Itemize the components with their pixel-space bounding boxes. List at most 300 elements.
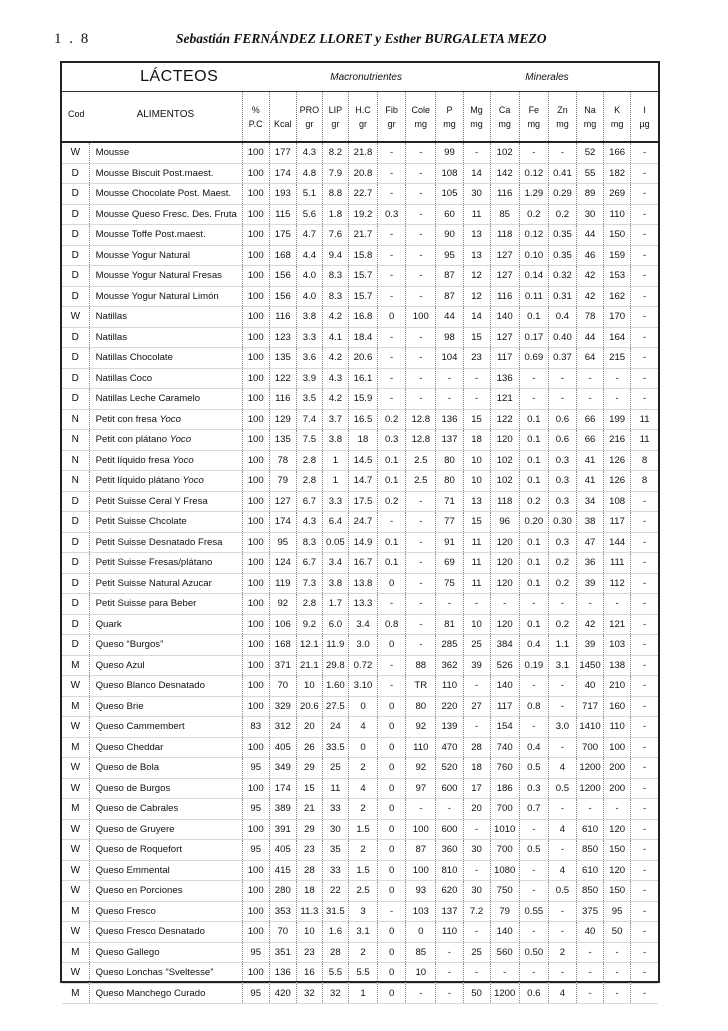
cell-fib: 0 (378, 983, 406, 1004)
cell-zn: 0.2 (548, 573, 576, 594)
cell-pro: 32 (296, 983, 322, 1004)
column-unit: mg (470, 118, 483, 129)
cell-p: 139 (436, 717, 463, 738)
cell-p: 600 (436, 778, 463, 799)
cell-ca: 79 (490, 901, 519, 922)
cell-mg: 12 (463, 286, 490, 307)
food-name: Petit Suisse para Beber (95, 598, 197, 610)
food-name: Queso en Porciones (95, 885, 183, 897)
cell-i: - (631, 676, 658, 697)
cell-hc: 15.7 (348, 286, 377, 307)
cell-pro: 3.6 (296, 348, 322, 369)
cell-ca: 127 (490, 245, 519, 266)
cell-ca: 120 (490, 430, 519, 451)
cell-kcal: 127 (269, 491, 296, 512)
cell-cole: 92 (406, 758, 436, 779)
cell-fib: - (378, 368, 406, 389)
cell-p: 60 (436, 204, 463, 225)
table-row (62, 450, 658, 471)
cell-zn: - (548, 922, 576, 943)
cell-cod: D (62, 573, 89, 594)
category-title: LÁCTEOS (62, 63, 296, 92)
cell-lip: 33 (322, 799, 348, 820)
column-header-i (631, 92, 658, 143)
cell-na: 36 (577, 553, 604, 574)
cell-kcal: 405 (269, 840, 296, 861)
cell-mg: 15 (463, 327, 490, 348)
cell-hc: 14.5 (348, 450, 377, 471)
cell-hc: 16.7 (348, 553, 377, 574)
cell-i: 8 (631, 471, 658, 492)
cell-fib: 0.3 (378, 204, 406, 225)
cell-ca: 102 (490, 471, 519, 492)
food-name: Queso Fresco Desnatado (95, 926, 205, 938)
cell-lip: 33.5 (322, 737, 348, 758)
food-name: Petit con fresa (95, 413, 160, 425)
cell-lip: 0.05 (322, 532, 348, 553)
cell-kcal: 391 (269, 819, 296, 840)
cell-i: - (631, 963, 658, 984)
cell-fe: 0.11 (519, 286, 548, 307)
cell-pro: 21.1 (296, 655, 322, 676)
table-row (62, 225, 658, 246)
cell-hc: 5.5 (348, 963, 377, 984)
cell-p: - (436, 983, 463, 1004)
cell-cole: - (406, 389, 436, 410)
cell-lip: 29.8 (322, 655, 348, 676)
cell-hc: 3 (348, 901, 377, 922)
cell-mg: 11 (463, 204, 490, 225)
cell-cole: - (406, 348, 436, 369)
food-brand: Yoco (172, 454, 194, 466)
cell-zn: 0.5 (548, 881, 576, 902)
cell-pc: 100 (242, 553, 269, 574)
cell-mg: - (463, 819, 490, 840)
cell-fe: 0.1 (519, 471, 548, 492)
food-name: Mousse Toffe Post.maest. (95, 229, 206, 241)
cell-fe: - (519, 963, 548, 984)
cell-cole: - (406, 635, 436, 656)
cell-k: 100 (604, 737, 631, 758)
food-name: Queso de Gruyere (95, 823, 175, 835)
cell-hc: 24.7 (348, 512, 377, 533)
cell-cole: - (406, 614, 436, 635)
food-name: Petit Suisse Fresas/plátano (95, 557, 213, 569)
column-unit: P.C (248, 118, 263, 129)
cell-kcal: 174 (269, 163, 296, 184)
cell-hc: 4 (348, 717, 377, 738)
cell-cole: 85 (406, 942, 436, 963)
page-header (54, 27, 674, 51)
cell-cod: M (62, 942, 89, 963)
cell-i: - (631, 245, 658, 266)
cell-zn: 0.30 (548, 512, 576, 533)
cell-cod: W (62, 142, 89, 163)
cell-pro: 4.4 (296, 245, 322, 266)
cell-lip: 3.8 (322, 573, 348, 594)
cell-k: 126 (604, 471, 631, 492)
cell-i: - (631, 348, 658, 369)
cell-cole: 100 (406, 307, 436, 328)
cell-p: 99 (436, 142, 463, 163)
cell-i: - (631, 594, 658, 615)
cell-hc: 3.10 (348, 676, 377, 697)
cell-pro: 12.1 (296, 635, 322, 656)
cell-hc: 21.7 (348, 225, 377, 246)
cell-mg: 10 (463, 450, 490, 471)
cell-ca: 384 (490, 635, 519, 656)
cell-pc: 100 (242, 409, 269, 430)
cell-na: 66 (577, 409, 604, 430)
cell-pc: 100 (242, 184, 269, 205)
table-row (62, 142, 658, 163)
cell-zn: 0.3 (548, 471, 576, 492)
cell-p: 69 (436, 553, 463, 574)
cell-mg: 13 (463, 225, 490, 246)
cell-mg: 15 (463, 512, 490, 533)
cell-ca: 740 (490, 737, 519, 758)
cell-hc: 16.5 (348, 409, 377, 430)
food-name: Queso de Bola (95, 762, 160, 774)
cell-zn: 0.32 (548, 266, 576, 287)
cell-kcal: 351 (269, 942, 296, 963)
table-row (62, 573, 658, 594)
cell-cod: W (62, 307, 89, 328)
cell-food-name (89, 594, 242, 615)
cell-lip: 4.1 (322, 327, 348, 348)
cell-fe: 0.5 (519, 758, 548, 779)
table-row (62, 778, 658, 799)
cell-p: 108 (436, 163, 463, 184)
cell-mg: 27 (463, 696, 490, 717)
cell-na: 610 (577, 860, 604, 881)
table-row (62, 409, 658, 430)
cell-fib: 0 (378, 819, 406, 840)
cell-i: - (631, 286, 658, 307)
cell-ca: 120 (490, 573, 519, 594)
cell-hc: 17.5 (348, 491, 377, 512)
cell-lip: 7.9 (322, 163, 348, 184)
cell-ca: 1200 (490, 983, 519, 1004)
cell-p: 600 (436, 819, 463, 840)
cell-pro: 18 (296, 881, 322, 902)
cell-zn: 0.37 (548, 348, 576, 369)
cell-fe: 0.2 (519, 204, 548, 225)
cell-cod: M (62, 901, 89, 922)
cell-cod: D (62, 368, 89, 389)
cell-k: 110 (604, 717, 631, 738)
cell-p: 98 (436, 327, 463, 348)
cell-i: - (631, 881, 658, 902)
cell-lip: 8.3 (322, 266, 348, 287)
table-row (62, 963, 658, 984)
cell-p: 80 (436, 471, 463, 492)
cell-k: 95 (604, 901, 631, 922)
cell-mg: 17 (463, 778, 490, 799)
cell-zn: 0.40 (548, 327, 576, 348)
cell-i: - (631, 819, 658, 840)
cell-k: 170 (604, 307, 631, 328)
cell-i: - (631, 758, 658, 779)
cell-cod: W (62, 963, 89, 984)
food-name: Queso Lonchas “Sveltesse” (95, 967, 214, 979)
cell-cod: W (62, 860, 89, 881)
cell-na: - (577, 942, 604, 963)
cell-ca: 700 (490, 799, 519, 820)
cell-i: - (631, 942, 658, 963)
column-label: Cole (411, 104, 431, 115)
cell-food-name (89, 286, 242, 307)
cell-i: - (631, 573, 658, 594)
column-unit: mg (583, 118, 597, 129)
column-label: I (643, 104, 646, 115)
cell-pro: 4.8 (296, 163, 322, 184)
cell-food-name (89, 225, 242, 246)
column-header-ca (490, 92, 519, 143)
column-label: P (446, 104, 453, 115)
food-name: Mousse (95, 147, 130, 159)
cell-lip: 31.5 (322, 901, 348, 922)
cell-kcal: 156 (269, 266, 296, 287)
food-name: Natillas (95, 331, 128, 343)
cell-fe: 0.50 (519, 942, 548, 963)
cell-k: 117 (604, 512, 631, 533)
cell-mg: 13 (463, 245, 490, 266)
cell-k: 160 (604, 696, 631, 717)
cell-kcal: 312 (269, 717, 296, 738)
column-header-pro (296, 92, 322, 143)
cell-ca: 700 (490, 840, 519, 861)
cell-lip: 3.3 (322, 491, 348, 512)
cell-lip: 22 (322, 881, 348, 902)
cell-i: - (631, 491, 658, 512)
cell-fib: 0.1 (378, 532, 406, 553)
cell-lip: 4.2 (322, 389, 348, 410)
cell-k: 166 (604, 142, 631, 163)
cell-kcal: 156 (269, 286, 296, 307)
cell-hc: 1.5 (348, 860, 377, 881)
food-name: Petit Suisse Desnatado Fresa (95, 536, 223, 548)
food-name: Natillas Coco (95, 372, 153, 384)
table-row (62, 819, 658, 840)
cell-food-name (89, 942, 242, 963)
column-header-k (604, 92, 631, 143)
table-row (62, 758, 658, 779)
cell-fib: 0.1 (378, 471, 406, 492)
cell-kcal: 116 (269, 389, 296, 410)
cell-i: - (631, 163, 658, 184)
cell-i: - (631, 922, 658, 943)
cell-k: 210 (604, 676, 631, 697)
cell-mg: 28 (463, 737, 490, 758)
cell-food-name (89, 142, 242, 163)
cell-hc: 15.9 (348, 389, 377, 410)
table-row (62, 840, 658, 861)
cell-pc: 100 (242, 286, 269, 307)
cell-fe: - (519, 922, 548, 943)
cell-mg: 18 (463, 430, 490, 451)
cell-cole: - (406, 204, 436, 225)
cell-na: 1410 (577, 717, 604, 738)
column-label: Fib (385, 104, 398, 115)
food-name: Petit líquido fresa (95, 454, 173, 466)
table-row (62, 512, 658, 533)
cell-i: - (631, 901, 658, 922)
cell-zn: 0.5 (548, 778, 576, 799)
cell-pro: 28 (296, 860, 322, 881)
cell-na: 34 (577, 491, 604, 512)
cell-cole: - (406, 553, 436, 574)
cell-cole: - (406, 266, 436, 287)
cell-ca: 560 (490, 942, 519, 963)
cell-food-name (89, 512, 242, 533)
column-header-zn (548, 92, 576, 143)
cell-pro: 6.7 (296, 491, 322, 512)
cell-kcal: 353 (269, 901, 296, 922)
cell-kcal: 280 (269, 881, 296, 902)
cell-fe: 0.1 (519, 553, 548, 574)
cell-zn: 0.3 (548, 450, 576, 471)
food-name: Natillas (95, 311, 128, 323)
table-row (62, 327, 658, 348)
cell-pc: 95 (242, 799, 269, 820)
cell-kcal: 174 (269, 778, 296, 799)
table-row (62, 594, 658, 615)
cell-lip: 1 (322, 450, 348, 471)
cell-fe: 0.14 (519, 266, 548, 287)
cell-i: - (631, 266, 658, 287)
cell-mg: 11 (463, 553, 490, 574)
cell-pro: 4.3 (296, 512, 322, 533)
cell-fe: 0.4 (519, 737, 548, 758)
column-header-na (577, 92, 604, 143)
food-name: Queso “Burgos” (95, 639, 164, 651)
cell-na: 40 (577, 676, 604, 697)
cell-fe: 0.8 (519, 696, 548, 717)
cell-fib: - (378, 266, 406, 287)
cell-food-name (89, 327, 242, 348)
cell-na: - (577, 963, 604, 984)
cell-fib: 0 (378, 307, 406, 328)
cell-hc: 14.9 (348, 532, 377, 553)
cell-kcal: 123 (269, 327, 296, 348)
cell-fib: - (378, 286, 406, 307)
cell-cod: D (62, 389, 89, 410)
cell-p: - (436, 963, 463, 984)
cell-fe: - (519, 717, 548, 738)
cell-pro: 10 (296, 922, 322, 943)
cell-kcal: 116 (269, 307, 296, 328)
cell-food-name (89, 881, 242, 902)
column-label: Zn (557, 104, 568, 115)
column-header-lip (322, 92, 348, 143)
cell-cod: N (62, 450, 89, 471)
cell-k: 121 (604, 614, 631, 635)
cell-food-name (89, 163, 242, 184)
column-label: % (251, 104, 260, 115)
cell-cole: 103 (406, 901, 436, 922)
column-unit: mg (414, 118, 428, 129)
cell-fib: 0.3 (378, 430, 406, 451)
cell-zn: 3.0 (548, 717, 576, 738)
cell-kcal: 135 (269, 348, 296, 369)
cell-kcal: 175 (269, 225, 296, 246)
cell-cole: - (406, 225, 436, 246)
cell-hc: 18 (348, 430, 377, 451)
cell-food-name (89, 676, 242, 697)
cell-na: 42 (577, 266, 604, 287)
cell-pc: 100 (242, 225, 269, 246)
cell-pc: 100 (242, 901, 269, 922)
cell-pro: 23 (296, 840, 322, 861)
cell-cod: M (62, 696, 89, 717)
cell-pro: 20.6 (296, 696, 322, 717)
cell-zn: 4 (548, 758, 576, 779)
cell-mg: - (463, 142, 490, 163)
cell-kcal: 329 (269, 696, 296, 717)
cell-food-name (89, 307, 242, 328)
cell-p: 71 (436, 491, 463, 512)
cell-p: 470 (436, 737, 463, 758)
cell-mg: 25 (463, 635, 490, 656)
cell-lip: 24 (322, 717, 348, 738)
cell-cod: W (62, 840, 89, 861)
cell-cod: W (62, 717, 89, 738)
table-row (62, 676, 658, 697)
food-name: Natillas Leche Caramelo (95, 393, 201, 405)
table-row (62, 286, 658, 307)
food-name: Petit Suisse Ceral Y Fresa (95, 495, 208, 507)
food-brand: Yoco (169, 434, 192, 446)
cell-fe: - (519, 368, 548, 389)
cell-food-name (89, 573, 242, 594)
food-name: Petit Suisse Natural Azucar (95, 577, 212, 589)
cell-fe: 0.19 (519, 655, 548, 676)
cell-i: - (631, 778, 658, 799)
cell-hc: 22.7 (348, 184, 377, 205)
cell-cod: D (62, 491, 89, 512)
food-name: Quark (95, 618, 122, 630)
cell-zn: - (548, 840, 576, 861)
cell-na: - (577, 594, 604, 615)
cell-hc: 1.5 (348, 819, 377, 840)
cell-na: 46 (577, 245, 604, 266)
cell-fe: 0.6 (519, 983, 548, 1004)
cell-na: 66 (577, 430, 604, 451)
cell-k: 162 (604, 286, 631, 307)
cell-cole: 93 (406, 881, 436, 902)
cell-fib: 0 (378, 778, 406, 799)
cell-fe: 0.20 (519, 512, 548, 533)
cell-pc: 100 (242, 389, 269, 410)
table-row (62, 204, 658, 225)
cell-food-name (89, 471, 242, 492)
cell-pro: 4.7 (296, 225, 322, 246)
food-name: Queso Gallego (95, 946, 160, 958)
cell-food-name (89, 348, 242, 369)
cell-pc: 100 (242, 594, 269, 615)
cell-i: - (631, 840, 658, 861)
cell-lip: 25 (322, 758, 348, 779)
cell-mg: 20 (463, 799, 490, 820)
food-name: Petit líquido plátano (95, 475, 183, 487)
cell-na: 55 (577, 163, 604, 184)
table-row (62, 368, 658, 389)
cell-mg: 11 (463, 573, 490, 594)
cell-p: 360 (436, 840, 463, 861)
column-header-hc (348, 92, 377, 143)
group-header-row (62, 63, 658, 92)
